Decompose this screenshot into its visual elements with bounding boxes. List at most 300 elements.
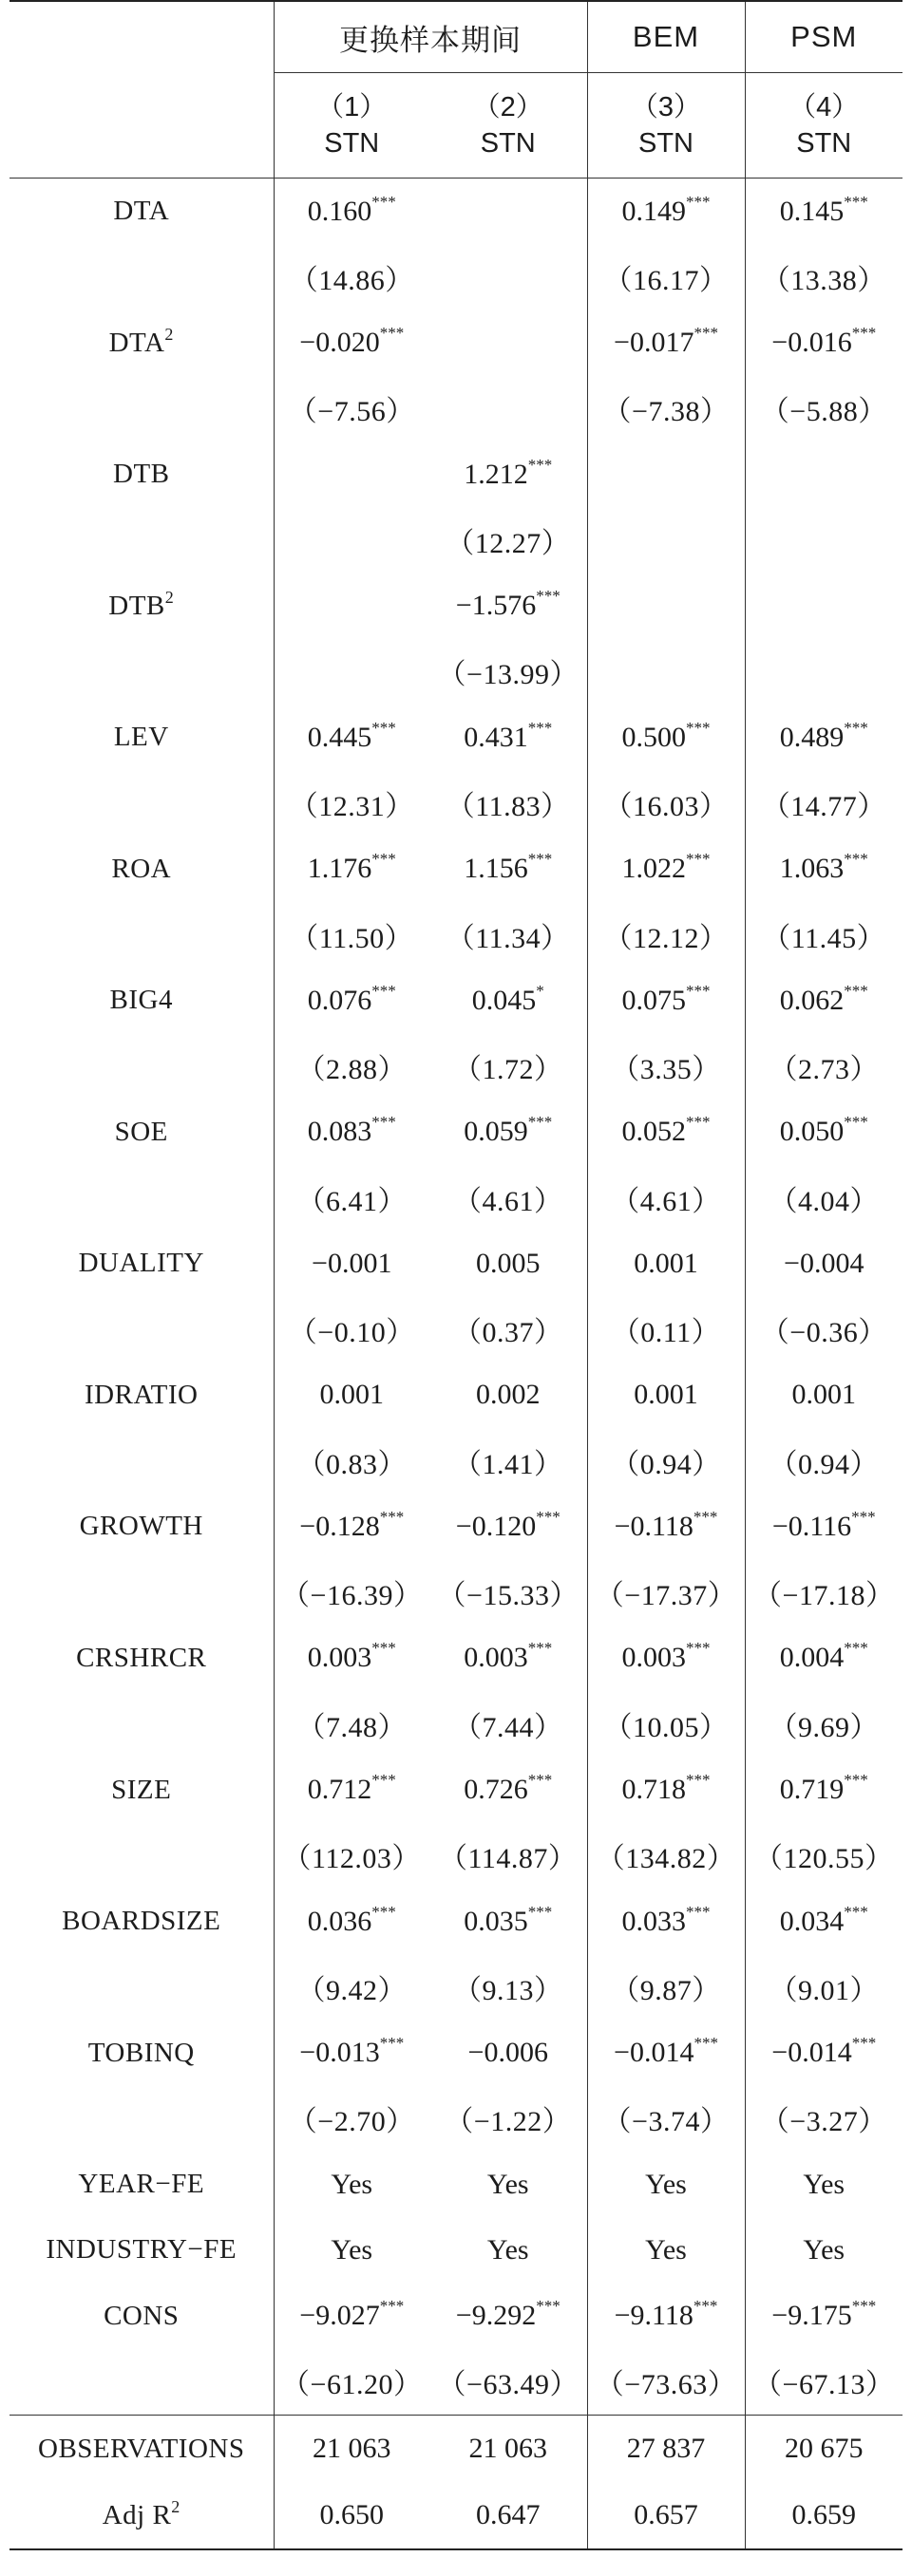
coefficient-cell [587, 2284, 745, 2349]
variable-name-empty [10, 902, 274, 968]
footer-value-cell: 27 837 [587, 2416, 745, 2483]
column-dependent-var: STN [480, 128, 536, 159]
coefficient-cell [274, 2020, 429, 2085]
coefficient-row [10, 2020, 902, 2085]
variable-name-empty [10, 1823, 274, 1889]
column-header-2 [429, 73, 587, 179]
variable-label: GROWTH [79, 1511, 203, 1542]
coefficient-value: 1.176 [307, 853, 372, 885]
variable-label: LEV [113, 722, 169, 753]
coefficient-value: −0.017 [614, 327, 694, 359]
coefficient-cell [745, 705, 902, 770]
t-statistic-row [10, 770, 902, 836]
t-statistic-cell: （−7.56） [274, 376, 429, 442]
variable-superscript: 2 [171, 2496, 180, 2516]
significance-stars: *** [536, 587, 560, 606]
coefficient-cell [274, 1757, 429, 1822]
coefficient-cell [429, 442, 587, 507]
coefficient-cell [587, 1100, 745, 1165]
significance-stars: *** [693, 2297, 718, 2316]
coefficient-value: 0.035 [464, 1905, 528, 1937]
variable-name [10, 179, 274, 245]
coefficient-row [10, 968, 902, 1033]
coefficient-cell [745, 179, 902, 245]
coefficient-cell [745, 573, 902, 639]
coefficient-cell [429, 1626, 587, 1691]
significance-stars: *** [527, 1639, 553, 1658]
coefficient-value: −9.175 [771, 2300, 852, 2332]
t-statistic-cell [745, 507, 902, 573]
variable-label: ROA [111, 853, 172, 884]
coefficient-value: 1.156 [464, 853, 528, 885]
coefficient-row [10, 310, 902, 376]
significance-stars: *** [686, 1113, 711, 1132]
coefficient-cell [274, 573, 429, 639]
coefficient-value: −0.118 [614, 1510, 694, 1542]
variable-name-empty [10, 376, 274, 442]
coefficient-value: −0.013 [299, 2037, 380, 2069]
variable-label: DTA [113, 196, 170, 227]
variable-label: DTA [108, 327, 165, 358]
coefficient-cell [745, 2020, 902, 2085]
coefficient-value: −0.128 [299, 1510, 380, 1542]
coefficient-value: 0.718 [621, 1774, 686, 1805]
significance-stars: *** [527, 1771, 553, 1789]
footer-value-cell: 0.657 [587, 2482, 745, 2549]
significance-stars: *** [693, 1507, 718, 1526]
t-statistic-cell: （−17.18） [745, 1560, 902, 1626]
coefficient-cell [587, 1757, 745, 1822]
coefficient-cell [274, 1231, 429, 1296]
coefficient-cell [587, 705, 745, 770]
coefficient-cell [274, 1494, 429, 1559]
t-statistic-cell: （12.27） [446, 527, 571, 559]
fixed-effect-cell: Yes [587, 2152, 745, 2217]
fixed-effect-cell: Yes [274, 2152, 429, 2217]
coefficient-value: 0.003 [307, 1642, 372, 1674]
footer-value-cell: 20 675 [745, 2416, 902, 2483]
coefficient-cell [429, 1494, 587, 1559]
variable-name [10, 968, 274, 1033]
coefficient-row [10, 2284, 902, 2349]
coefficient-cell [429, 2284, 587, 2349]
t-statistic-cell [587, 639, 745, 705]
t-statistic-cell: （9.13） [453, 1974, 563, 2006]
t-statistic-cell: （13.38） [745, 244, 902, 310]
variable-name-empty [10, 2086, 274, 2152]
significance-stars: *** [851, 2297, 877, 2316]
variable-label: CONS [104, 2300, 180, 2331]
coefficient-value: −0.120 [455, 1510, 537, 1542]
regression-table [10, 0, 902, 2550]
t-statistic-cell: （1.41） [453, 1448, 563, 1480]
variable-label: TOBINQ [87, 2037, 195, 2068]
t-statistic-cell: （−0.36） [745, 1297, 902, 1363]
significance-stars: *** [694, 324, 718, 343]
variable-name-empty [10, 639, 274, 705]
coefficient-value: −0.116 [771, 1510, 852, 1542]
fixed-effect-cell: Yes [486, 2168, 529, 2200]
coefficient-cell [429, 2020, 587, 2085]
t-statistic-cell: （7.48） [274, 1691, 429, 1757]
coefficient-value: 0.500 [621, 721, 686, 753]
variable-name [10, 837, 274, 902]
coefficient-row [10, 442, 902, 507]
variable-name [10, 1494, 274, 1559]
significance-stars: *** [536, 2297, 560, 2316]
variable-name [10, 310, 274, 376]
variable-name [10, 2020, 274, 2085]
coefficient-cell [745, 837, 902, 902]
coefficient-row [10, 1100, 902, 1165]
coefficient-value: 0.083 [307, 1116, 372, 1148]
coefficient-value: −0.001 [312, 1247, 392, 1279]
t-statistic-cell: （6.41） [274, 1165, 429, 1231]
t-statistic-cell: （0.83） [274, 1428, 429, 1494]
coefficient-cell [274, 310, 429, 376]
significance-stars: *** [686, 981, 711, 1000]
footer-value-cell: 21 063 [429, 2416, 587, 2483]
coefficient-value: 0.712 [307, 1774, 372, 1805]
t-statistic-cell: （11.50） [274, 902, 429, 968]
t-statistic-cell: （−3.27） [745, 2086, 902, 2152]
significance-stars: *** [371, 1639, 396, 1658]
coefficient-cell [274, 1889, 429, 1954]
variable-name-empty [10, 1691, 274, 1757]
coefficient-row [10, 705, 902, 770]
significance-stars: *** [686, 1639, 711, 1658]
t-statistic-cell: （16.03） [587, 770, 745, 836]
variable-label: DTB [108, 590, 165, 621]
coefficient-cell [274, 837, 429, 902]
t-statistic-cell: （2.73） [745, 1033, 902, 1099]
coefficient-value: 0.052 [621, 1116, 686, 1148]
t-statistic-row [10, 2086, 902, 2152]
t-statistic-cell: （−5.88） [745, 376, 902, 442]
coefficient-value: −0.014 [771, 2037, 852, 2069]
coefficient-cell [745, 310, 902, 376]
significance-stars: *** [844, 192, 868, 211]
coefficient-value: 0.160 [307, 195, 372, 227]
variable-label: BIG4 [109, 985, 173, 1016]
significance-stars: *** [379, 2034, 405, 2053]
coefficient-value: 0.002 [476, 1379, 541, 1411]
t-statistic-cell: （−17.37） [587, 1560, 745, 1626]
coefficient-value: 0.003 [621, 1642, 686, 1674]
coefficient-cell [429, 705, 587, 770]
t-statistic-cell: （16.17） [587, 244, 745, 310]
coefficient-cell [745, 442, 902, 507]
variable-name [10, 2482, 274, 2549]
t-statistic-cell: （1.72） [453, 1054, 563, 1086]
t-statistic-cell: （−1.22） [445, 2106, 572, 2138]
header-column-row [10, 73, 902, 179]
coefficient-row [10, 179, 902, 245]
t-statistic-cell: （−13.99） [437, 659, 579, 691]
significance-stars: *** [844, 850, 868, 869]
coefficient-cell [745, 968, 902, 1033]
fixed-effect-cell: Yes [745, 2152, 902, 2217]
coefficient-cell [745, 1363, 902, 1428]
coefficient-cell [745, 1757, 902, 1822]
variable-name-empty [10, 1165, 274, 1231]
t-statistic-cell: （−3.74） [587, 2086, 745, 2152]
t-statistic-cell: （0.94） [745, 1428, 902, 1494]
significance-stars: *** [379, 2297, 405, 2316]
significance-stars: * [536, 981, 544, 1000]
t-statistic-row [10, 1297, 902, 1363]
header-group-robust: 更换样本期间 [274, 1, 587, 73]
variable-label: DTB [113, 459, 170, 490]
t-statistic-cell: （12.31） [274, 770, 429, 836]
t-statistic-cell: （−16.39） [274, 1560, 429, 1626]
t-statistic-cell: （−7.38） [587, 376, 745, 442]
t-statistic-cell: （11.83） [446, 791, 570, 823]
coefficient-cell [587, 1889, 745, 1954]
significance-stars: *** [371, 981, 396, 1000]
coefficient-cell [274, 1626, 429, 1691]
t-statistic-row [10, 1560, 902, 1626]
coefficient-cell [274, 179, 429, 245]
coefficient-value: 0.075 [621, 984, 686, 1016]
column-header-1 [274, 73, 429, 179]
column-number: （3） [630, 92, 702, 122]
header-corner [10, 1, 274, 73]
significance-stars: *** [527, 718, 553, 737]
variable-name [10, 1757, 274, 1822]
variable-name-empty [10, 1954, 274, 2020]
variable-name [10, 1626, 274, 1691]
coefficient-value: −0.020 [299, 327, 380, 359]
t-statistic-cell: （4.61） [587, 1165, 745, 1231]
coefficient-value: −9.027 [299, 2300, 380, 2332]
coefficient-value: 0.045 [471, 984, 537, 1016]
coefficient-cell [587, 1626, 745, 1691]
variable-label: BOARDSIZE [62, 1906, 221, 1937]
significance-stars: *** [686, 1771, 711, 1789]
t-statistic-cell: （12.12） [587, 902, 745, 968]
coefficient-cell [429, 1889, 587, 1954]
t-statistic-row [10, 1428, 902, 1494]
t-statistic-cell: （−73.63） [587, 2349, 745, 2416]
significance-stars: *** [527, 850, 553, 869]
variable-name [10, 1363, 274, 1428]
significance-stars: *** [371, 718, 396, 737]
coefficient-cell [587, 2020, 745, 2085]
significance-stars: *** [851, 1507, 876, 1526]
coefficient-value: −0.006 [467, 2037, 548, 2069]
coefficient-value: 0.050 [779, 1116, 845, 1148]
coefficient-value: 0.445 [307, 721, 372, 753]
significance-stars: *** [371, 1902, 396, 1921]
column-dependent-var: STN [324, 128, 380, 159]
fixed-effect-cell: Yes [587, 2217, 745, 2283]
t-statistic-cell: （4.61） [453, 1185, 563, 1217]
fixed-effect-cell: Yes [274, 2217, 429, 2283]
coefficient-cell [274, 442, 429, 507]
coefficient-cell [587, 1363, 745, 1428]
t-statistic-cell: （−2.70） [274, 2086, 429, 2152]
footer-statistic-row [10, 2482, 902, 2549]
column-header-3 [587, 73, 745, 179]
coefficient-cell [429, 837, 587, 902]
coefficient-row [10, 573, 902, 639]
t-statistic-cell: （4.04） [745, 1165, 902, 1231]
t-statistic-cell: （0.94） [587, 1428, 745, 1494]
footer-statistic-row [10, 2416, 902, 2483]
coefficient-row [10, 1889, 902, 1954]
significance-stars: *** [844, 1771, 868, 1789]
t-statistic-cell: （134.82） [587, 1823, 745, 1889]
significance-stars: *** [844, 981, 868, 1000]
t-statistic-row [10, 1691, 902, 1757]
t-statistic-cell: （10.05） [587, 1691, 745, 1757]
variable-name-empty [10, 1428, 274, 1494]
coefficient-row [10, 1363, 902, 1428]
coefficient-value: −0.014 [614, 2037, 694, 2069]
variable-name [10, 1100, 274, 1165]
variable-label: IDRATIO [85, 1379, 199, 1410]
column-dependent-var: STN [796, 128, 852, 159]
t-statistic-cell: （2.88） [274, 1033, 429, 1099]
variable-name-empty [10, 770, 274, 836]
coefficient-value: −9.118 [614, 2300, 694, 2332]
t-statistic-cell: （0.11） [587, 1297, 745, 1363]
significance-stars: *** [686, 192, 711, 211]
significance-stars: *** [686, 1902, 711, 1921]
coefficient-value: 0.001 [791, 1379, 856, 1411]
coefficient-cell [429, 1363, 587, 1428]
variable-name [10, 1889, 274, 1954]
t-statistic-cell: （3.35） [587, 1033, 745, 1099]
t-statistic-cell: （112.03） [274, 1823, 429, 1889]
coefficient-value: −0.016 [771, 327, 852, 359]
table-body [10, 179, 902, 2550]
coefficient-value: 0.059 [464, 1116, 528, 1148]
significance-stars: *** [686, 850, 711, 869]
t-statistic-cell: （−61.20） [274, 2349, 429, 2416]
coefficient-value: 0.005 [476, 1247, 541, 1279]
t-statistic-cell [429, 244, 587, 310]
variable-label: YEAR−FE [78, 2169, 205, 2200]
coefficient-cell [274, 1363, 429, 1428]
variable-name-empty [10, 1297, 274, 1363]
coefficient-cell [587, 573, 745, 639]
variable-name [10, 705, 274, 770]
significance-stars: *** [379, 1507, 405, 1526]
t-statistic-cell [274, 507, 429, 573]
coefficient-cell [587, 837, 745, 902]
variable-name [10, 573, 274, 639]
coefficient-cell [429, 1100, 587, 1165]
variable-label: INDUSTRY−FE [46, 2234, 238, 2266]
coefficient-value: 0.726 [464, 1774, 528, 1805]
t-statistic-cell: （9.87） [587, 1954, 745, 2020]
variable-label: CRSHRCR [76, 1642, 207, 1673]
significance-stars: *** [379, 324, 405, 343]
variable-name-empty [10, 244, 274, 310]
footer-value-cell: 0.650 [274, 2482, 429, 2549]
t-statistic-row [10, 1165, 902, 1231]
variable-name-empty [10, 1033, 274, 1099]
variable-label: OBSERVATIONS [38, 2433, 245, 2464]
variable-name [10, 2217, 274, 2283]
significance-stars: *** [371, 1113, 396, 1132]
t-statistic-cell: （9.01） [745, 1954, 902, 2020]
variable-name [10, 442, 274, 507]
header-group-row [10, 1, 902, 73]
significance-stars: *** [844, 1113, 868, 1132]
t-statistic-cell: （−0.10） [274, 1297, 429, 1363]
coefficient-cell [429, 968, 587, 1033]
coefficient-value: 0.004 [779, 1642, 845, 1674]
footer-value-cell: 21 063 [274, 2416, 429, 2483]
coefficient-cell [274, 968, 429, 1033]
variable-label: DUALITY [78, 1248, 204, 1279]
coefficient-cell [745, 1889, 902, 1954]
t-statistic-cell: （−67.13） [745, 2349, 902, 2416]
coefficient-cell [587, 968, 745, 1033]
variable-name [10, 2284, 274, 2349]
t-statistic-cell: （9.42） [274, 1954, 429, 2020]
t-statistic-row [10, 1823, 902, 1889]
t-statistic-cell: （14.77） [745, 770, 902, 836]
significance-stars: *** [844, 1639, 868, 1658]
variable-name-empty [10, 2349, 274, 2416]
coefficient-cell [745, 1100, 902, 1165]
column-number: （4） [788, 92, 860, 122]
coefficient-cell [587, 179, 745, 245]
coefficient-value: 0.036 [307, 1905, 372, 1937]
coefficient-value: 0.001 [634, 1379, 698, 1411]
significance-stars: *** [371, 192, 396, 211]
fixed-effect-cell: Yes [745, 2217, 902, 2283]
coefficient-cell [429, 1757, 587, 1822]
fixed-effect-row [10, 2217, 902, 2283]
coefficient-value: 0.145 [779, 195, 845, 227]
coefficient-cell [587, 310, 745, 376]
coefficient-row [10, 837, 902, 902]
coefficient-cell [587, 442, 745, 507]
significance-stars: *** [851, 2034, 877, 2053]
coefficient-cell [274, 705, 429, 770]
t-statistic-cell: （9.69） [745, 1691, 902, 1757]
coefficient-cell [587, 1494, 745, 1559]
coefficient-value: 0.489 [779, 721, 845, 753]
significance-stars: *** [694, 2034, 718, 2053]
variable-name [10, 1231, 274, 1296]
coefficient-cell [274, 1100, 429, 1165]
t-statistic-cell [745, 639, 902, 705]
footer-value-cell: 0.647 [429, 2482, 587, 2549]
fixed-effect-row [10, 2152, 902, 2217]
significance-stars: *** [851, 324, 877, 343]
variable-label: SIZE [111, 1774, 172, 1805]
significance-stars: *** [371, 1771, 396, 1789]
t-statistic-row [10, 902, 902, 968]
fixed-effect-cell: Yes [486, 2233, 529, 2266]
t-statistic-cell: （120.55） [745, 1823, 902, 1889]
coefficient-value: 0.034 [779, 1905, 845, 1937]
column-dependent-var: STN [638, 128, 694, 159]
t-statistic-cell: （14.86） [274, 244, 429, 310]
coefficient-value: −1.576 [455, 590, 537, 622]
coefficient-value: 0.001 [634, 1247, 698, 1279]
coefficient-value: 1.212 [464, 458, 528, 490]
variable-name-empty [10, 1560, 274, 1626]
t-statistic-row [10, 1033, 902, 1099]
t-statistic-row [10, 1954, 902, 2020]
